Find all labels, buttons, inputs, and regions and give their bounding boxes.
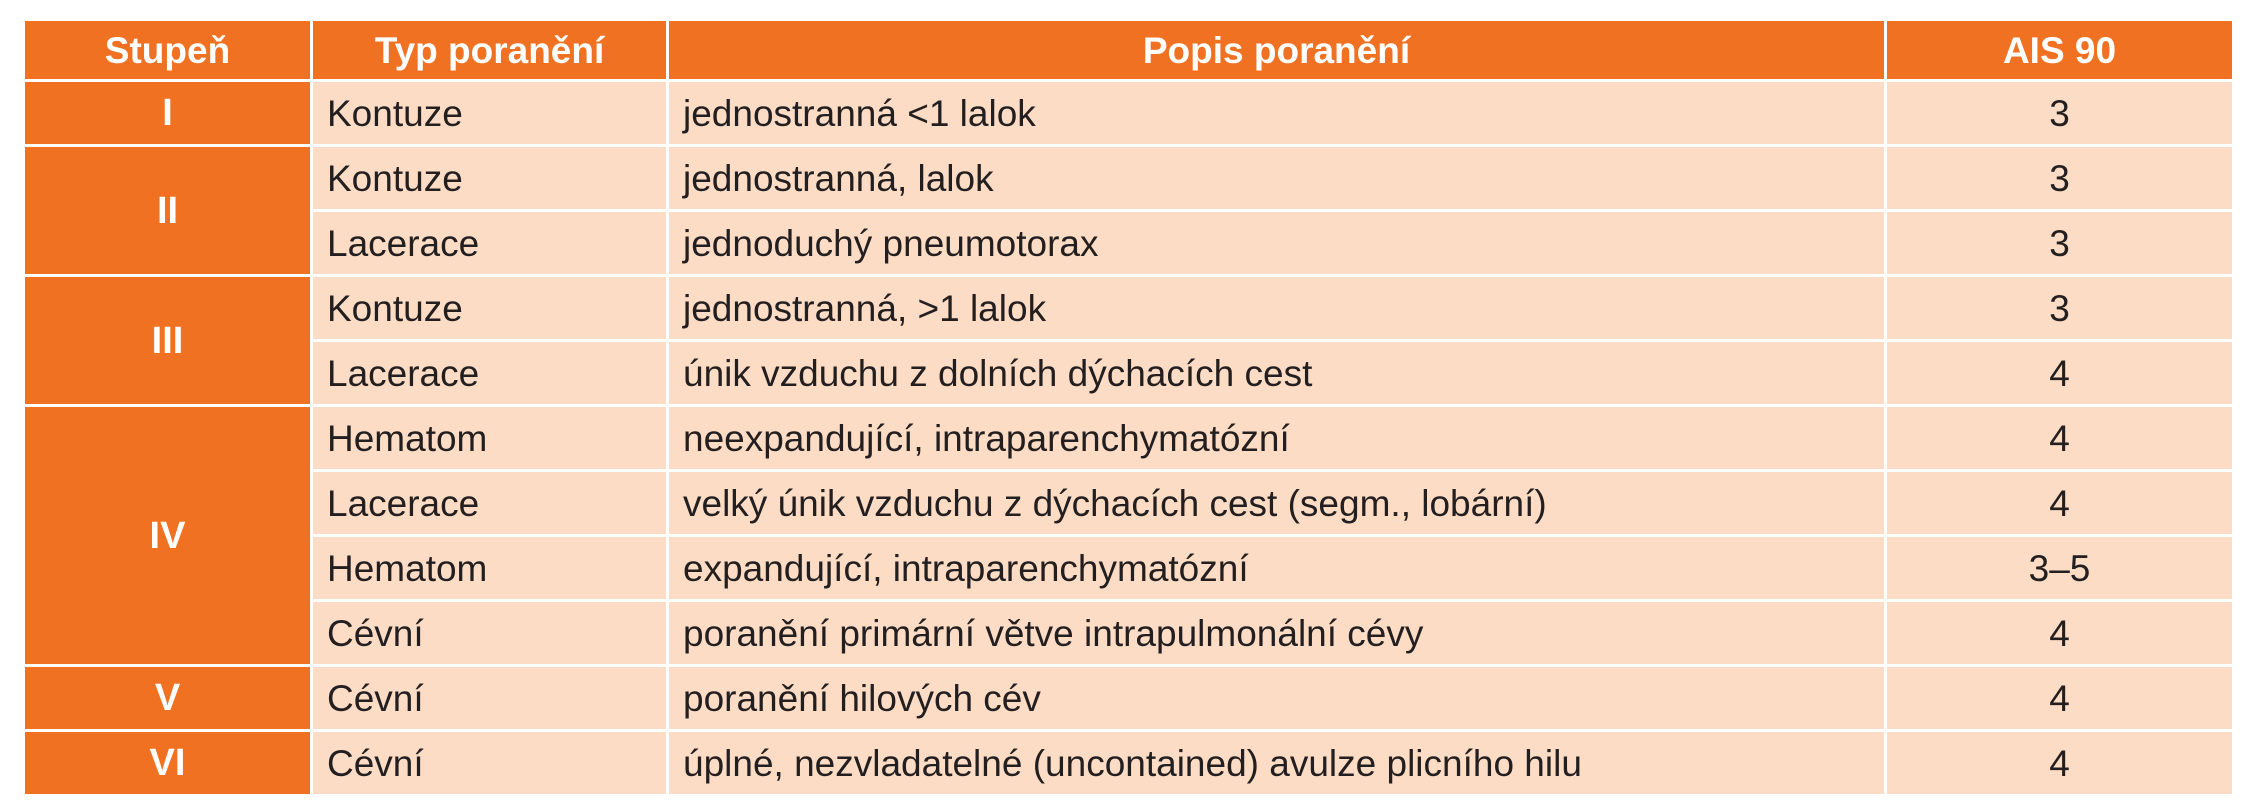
grade-cell: IV xyxy=(24,406,312,666)
table-row xyxy=(24,81,2234,146)
injury-type-cell: Kontuze xyxy=(312,81,668,146)
injury-scale-table-container xyxy=(22,18,2232,797)
injury-type-cell: Lacerace xyxy=(312,211,668,276)
table-row xyxy=(24,276,2234,341)
grade-cell: VI xyxy=(24,731,312,796)
header-row xyxy=(24,20,2234,81)
injury-description-cell: expandující, intraparenchymatózní xyxy=(668,536,1886,601)
lung-injury-scale-table xyxy=(22,18,2235,797)
ais-score-cell: 3 xyxy=(1886,276,2234,341)
injury-description-cell: únik vzduchu z dolních dýchacích cest xyxy=(668,341,1886,406)
header-grade: Stupeň xyxy=(24,20,312,81)
table-row xyxy=(24,406,2234,471)
ais-score-cell: 4 xyxy=(1886,341,2234,406)
ais-score-cell: 3–5 xyxy=(1886,536,2234,601)
injury-type-cell: Hematom xyxy=(312,406,668,471)
injury-description-cell: úplné, nezvladatelné (uncontained) avulze plicního hilu xyxy=(668,731,1886,796)
injury-description-cell: neexpandující, intraparenchymatózní xyxy=(668,406,1886,471)
injury-type-cell: Lacerace xyxy=(312,471,668,536)
ais-score-cell: 3 xyxy=(1886,81,2234,146)
table-row xyxy=(24,341,2234,406)
injury-type-cell: Kontuze xyxy=(312,146,668,211)
injury-description-cell: poranění hilových cév xyxy=(668,666,1886,731)
ais-score-cell: 4 xyxy=(1886,731,2234,796)
header-injury-type: Typ poranění xyxy=(312,20,668,81)
ais-score-cell: 3 xyxy=(1886,146,2234,211)
grade-cell: I xyxy=(24,81,312,146)
header-ais90: AIS 90 xyxy=(1886,20,2234,81)
table-row xyxy=(24,601,2234,666)
table-row xyxy=(24,731,2234,796)
grade-cell: V xyxy=(24,666,312,731)
injury-type-cell: Lacerace xyxy=(312,341,668,406)
table-header xyxy=(24,20,2234,81)
grade-cell: II xyxy=(24,146,312,276)
injury-description-cell: jednostranná, >1 lalok xyxy=(668,276,1886,341)
ais-score-cell: 4 xyxy=(1886,471,2234,536)
injury-description-cell: poranění primární větve intrapulmonální cévy xyxy=(668,601,1886,666)
injury-type-cell: Kontuze xyxy=(312,276,668,341)
injury-description-cell: jednostranná, lalok xyxy=(668,146,1886,211)
grade-cell: III xyxy=(24,276,312,406)
ais-score-cell: 4 xyxy=(1886,666,2234,731)
injury-type-cell: Cévní xyxy=(312,731,668,796)
ais-score-cell: 4 xyxy=(1886,601,2234,666)
injury-description-cell: velký únik vzduchu z dýchacích cest (segm., lobární) xyxy=(668,471,1886,536)
table-body xyxy=(24,81,2234,796)
table-row xyxy=(24,471,2234,536)
injury-description-cell: jednoduchý pneumotorax xyxy=(668,211,1886,276)
injury-type-cell: Cévní xyxy=(312,601,668,666)
injury-description-cell: jednostranná <1 lalok xyxy=(668,81,1886,146)
injury-type-cell: Hematom xyxy=(312,536,668,601)
table-row xyxy=(24,536,2234,601)
table-row xyxy=(24,211,2234,276)
table-row xyxy=(24,146,2234,211)
header-injury-description: Popis poranění xyxy=(668,20,1886,81)
injury-type-cell: Cévní xyxy=(312,666,668,731)
table-row xyxy=(24,666,2234,731)
ais-score-cell: 3 xyxy=(1886,211,2234,276)
ais-score-cell: 4 xyxy=(1886,406,2234,471)
